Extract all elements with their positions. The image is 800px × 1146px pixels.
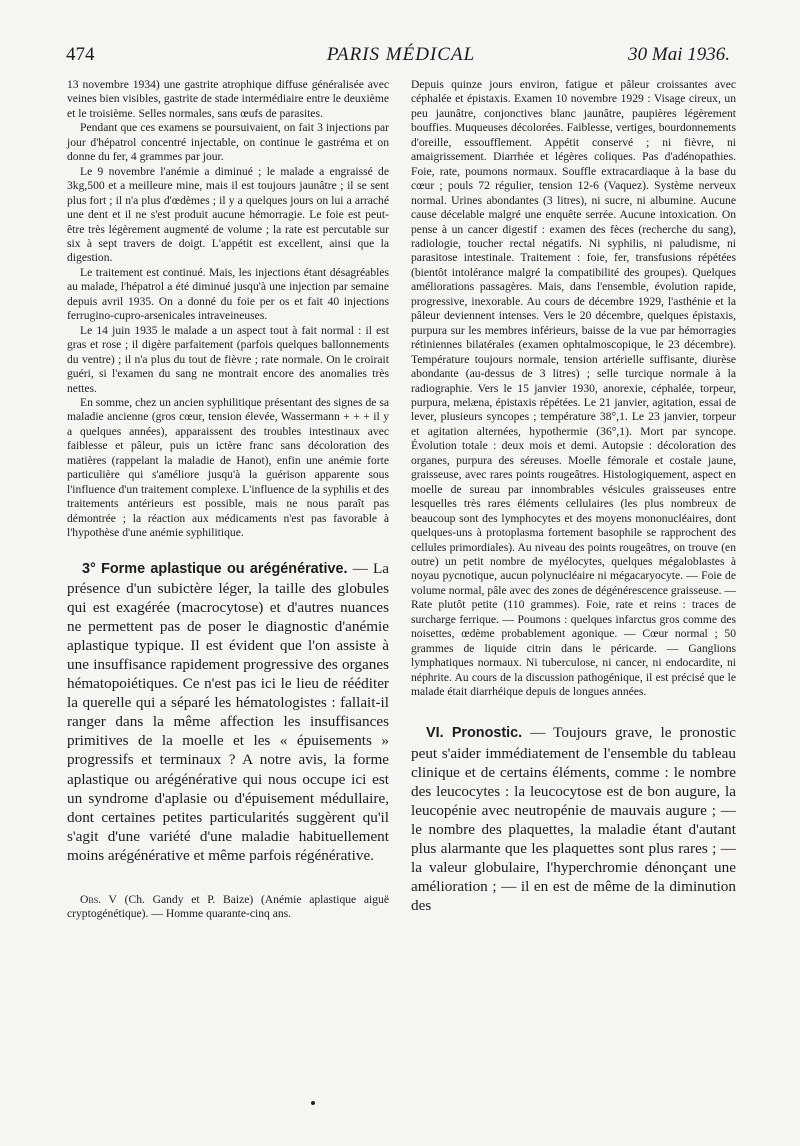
journal-title: PARIS MÉDICAL	[326, 44, 476, 65]
paragraph: Le 14 juin 1935 le malade a un aspect tout à fait normal : il est gras et rose ; il digère parfaitement (parfois quelques ballonnements du ventre) ; il n'a plus du tout de fièvre ; rate normale. On le croirait guéri, si l'examen du sang ne montrait encore des anomalies très nettes.	[67, 323, 389, 395]
page-number: 474	[66, 44, 95, 65]
section-heading: 3° Forme aplastique ou arégénérative.	[82, 560, 348, 577]
paragraph: Le traitement est continué. Mais, les injections étant désagréables au malade, l'hépatrol a été diminué jusqu'à une injection par semaine depuis avril 1935. On a donné du foie per os et fait 40 injections ferrugino-cupro-arsenicales intraveineuses.	[67, 265, 389, 323]
paragraph: Pendant que ces examens se poursuivaient, on fait 3 injections par jour d'hépatrol concentré injectable, on continue le gastréma et on donne du fer, 4 grammes par jour.	[67, 121, 389, 164]
page-mark	[311, 1101, 315, 1105]
observation-text: (Ch. Gandy et P. Baize) (Anémie aplastique aiguë cryptogénétique). — Homme quarante-cinq ans.	[67, 893, 389, 921]
paragraph: 13 novembre 1934) une gastrite atrophique diffuse généralisée avec veines bien visibles, gastrite de stade intermédiaire entre le deuxième et le troisième. Selles normales, sans œufs de parasites.	[67, 78, 389, 120]
section-aplastic-form	[67, 559, 389, 866]
paragraph: En somme, chez un ancien syphilitique présentant des signes de sa maladie ancienne (gros cœur, tension élevée, Wassermann + + + il y a quelques années), apparaissent des troubles intestinaux avec faiblesse et pâleur, puis un ictère franc sans décoloration des matières (rappelant la maladie de Hanot), enfin une anémie forte particulière qui s'améliore jusqu'à la guérison apparente sous l'influence d'un traitement complexe. L'influence de la syphilis et des traitements antérieurs est possible, mais ne nous paraît pas démontrée ; la réaction aux médicaments n'est pas favorable à l'hypothèse d'une anémie syphilitique.	[67, 395, 389, 540]
running-header	[66, 44, 736, 70]
observation-intro	[67, 893, 389, 922]
section-prognosis	[411, 723, 736, 915]
section-heading: VI. Pronostic.	[426, 725, 523, 742]
issue-date: 30 Mai 1936.	[628, 44, 730, 65]
observation-label: Obs. V	[80, 893, 117, 906]
right-column	[411, 78, 736, 915]
observation-continuation: Depuis quinze jours environ, fatigue et pâleur croissantes avec céphalée et épistaxis. Examen 10 novembre 1929 : Visage cireux, un peu jaunâtre, conjonctives blanc jaunâtre, paupières légèrement bouffies. Muqueuses décolorées. Faiblesse, vertiges, bourdonnements d'oreille, essoufflement. Appétit conservé ; ni fièvre, ni amaigrissement. Diarrhée et légères coliques. Pas d'adénopathies. Foie, rate, poumons normaux. Souffle extracardiaque à la base du cœur ; pouls 72 régulier, tension 12-6 (Vaquez). Système nerveux normal. Urines abondantes (3 litres), ni sucre, ni albumine. Aucune cause décelable malgré une enquête serrée. Aucune intoxication. On pense à un cancer digestif : examen des fèces (recherche du sang), radiologie, toucher rectal négatifs. Ni syphilis, ni paludisme, ni parasitose intestinale. Traitement : foie, fer, transfusions répétées (bientôt intolérance malgré la compatibilité des groupes). Quelques améliorations passagères. Mais, dans l'ensemble, évolution rapide, progressive, inexorable. Au cours de décembre 1929, l'asthénie et la pâleur deviennent intenses. Vers le 20 décembre, quelques épistaxis, purpura sur les membres inférieurs, baisse de la vue par hémorragies rétiniennes bilatérales (examen ophtalmoscopique, le 23 décembre). Température toujours normale, tension artérielle suffisante, diurèse abondante (au-dessus de 3 litres) ; selle turcique normale à la radiographie. Vers le 15 janvier 1930, anorexie, céphalée, torpeur, purpura, melæna, épistaxis répétées. Le 21 janvier, agitation, essai de lever, plusieurs syncopes ; température 38°,1. Le 23 janvier, torpeur et agitation alternées, hypothermie (36°,1). Mort par syncope. Évolution totale : deux mois et demi. Autopsie : décoloration des organes, purpura des séreuses. Moelle fémorale et costale jaune, graisseuse, avec rares points rougeâtres. Histologiquement, aspect en moelle de sureau par innombrables vésicules graisseuses entre lesquelles très rares éléments cellulaires (les plus nombreux de beaucoup sont des lymphocytes et des moyens mononucléaires, dont quelques-uns à protoplasma fortement basophile se rapprochent des cellules primordiales). Au niveau des points rougeâtres, on trouve (en outre) un petit nombre de myélocytes, quelques mégaloblastes à noyau pycnotique, aucun polynucléaire ni mégacaryocyte. — Foie de volume normal, pâle avec des zones de dégénérescence graisseuse. — Rate plutôt petite (110 grammes). Foie, rate et reins : traces de surcharge ferrique. — Poumons : quelques infarctus gros comme des noisettes, œdème probablement agonique. — Cœur normal ; 50 grammes de liquide citrin dans le péricarde. — Ganglions lymphatiques normaux. Ni tuberculose, ni cancer, ni endocardite, ni néphrite. Au cours de la discussion pathogénique, il est précisé que le malade était diarrhéique depuis de longues années.	[411, 78, 736, 699]
left-column	[67, 78, 389, 922]
paragraph: Le 9 novembre l'anémie a diminué ; le malade a engraissé de 3kg,500 et a meilleure mine, mais il est toujours jaunâtre ; il se sent plus fort ; il n'a plus d'œdèmes ; il y a quelques jours on lui a arraché une dent et il ne s'est produit aucune hémorragie. Le foie est peut-être très légèrement augmenté de volume ; la rate est percutable sur six à sept travers de doigt. L'appétit est excellent, ainsi que la digestion.	[67, 164, 389, 265]
section-text: — Toujours grave, le pronostic peut s'aider immédiatement de l'ensemble du tableau clinique et de certains éléments, comme : le nombre des leucocytes : la leucocytose est de bon augure, la leucopénie avec neutropénie de mauvais augure ; — le nombre des plaquettes, la maladie étant d'autant plus alarmante que les plaquettes sont plus rares ; — la valeur globulaire, l'hyperchromie dénonçant une amélioration ; — il en est de même de la diminution des	[411, 724, 736, 915]
section-text: — La présence d'un subictère léger, la taille des globules qui est exagérée (macrocytose) et d'autres nuances ne permettent pas de poser le diagnostic d'anémie aplastique typique. Il est évident que l'on assiste à une insuffisance rapidement progressive des organes hématopoiétiques. Ce n'est pas ici le lieu de rééditer la querelle qui a séparé les hématologistes : fallait-il ranger dans la même affection les insuffisances primitives de la moelle et les « épuisements » progressifs et terminaux ? A notre avis, la forme aplastique ou arégénérative qui nous occupe ici est un syndrome d'aplasie ou d'épuisement médullaire, dont certaines petites particularités suggèrent qu'il s'agit d'une variété d'une maladie habituellement moins arégénérative et même parfois régénérative.	[67, 559, 389, 864]
